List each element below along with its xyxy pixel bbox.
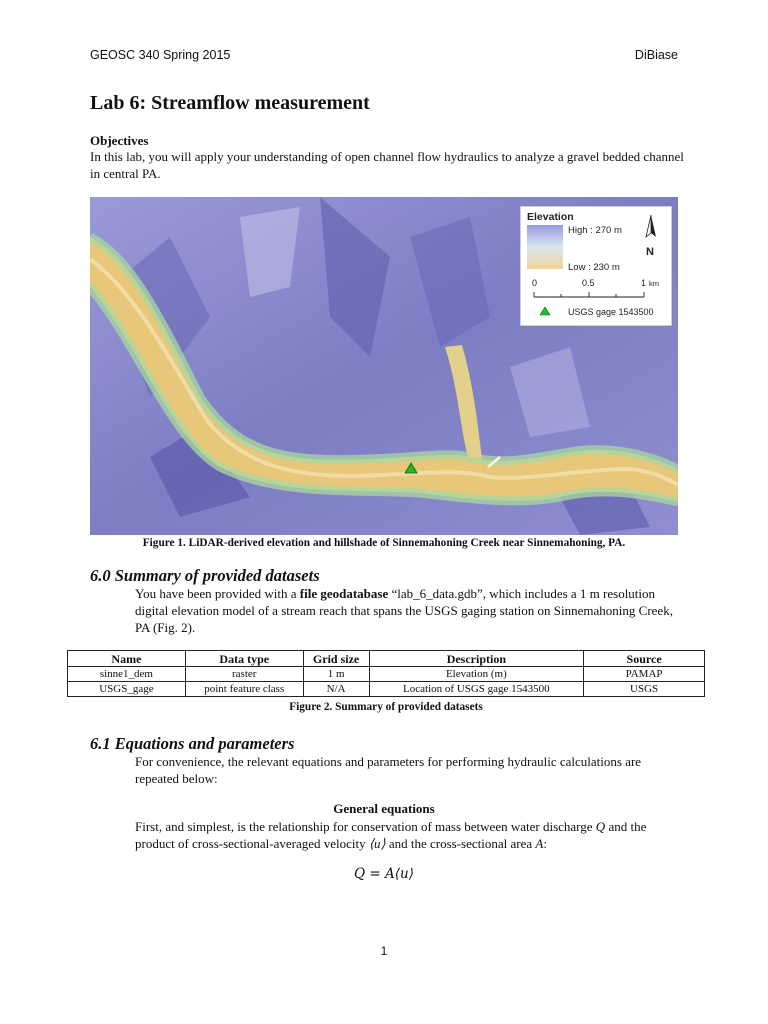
text-part: You have been provided with a xyxy=(135,586,300,601)
col-header: Description xyxy=(369,651,584,667)
table-cell: sinne1_dem xyxy=(68,667,186,682)
equation-text: Q = A⟨u⟩ xyxy=(354,866,414,882)
page-title: Lab 6: Streamflow measurement xyxy=(90,92,370,114)
col-header: Data type xyxy=(185,651,303,667)
table-header-row xyxy=(68,651,705,667)
section-60-text xyxy=(135,585,680,636)
table-cell: Location of USGS gage 1543500 xyxy=(369,682,584,697)
legend-low: Low : 230 m xyxy=(568,262,620,273)
datasets-table xyxy=(67,650,705,697)
legend-high: High : 270 m xyxy=(568,225,622,236)
general-equations-text xyxy=(135,818,680,852)
table-row xyxy=(68,667,705,682)
page-number: 1 xyxy=(380,944,388,958)
objectives-heading: Objectives xyxy=(90,133,149,148)
text-part: “lab_6_data.gdb”, which includes a 1 m resolution digital elevation model of a stream reach that spans the USGS gaging station on Sinnemahoning Creek, PA (Fig. 2). xyxy=(135,586,673,635)
north-label: N xyxy=(646,246,654,258)
scale-mid: 0.5 xyxy=(582,278,595,288)
text-part: and the cross-sectional area xyxy=(385,836,536,851)
section-60-heading: 6.0 Summary of provided datasets xyxy=(90,566,320,585)
table-cell: Elevation (m) xyxy=(369,667,584,682)
section-61-text: For convenience, the relevant equations and parameters for performing hydraulic calculations are repeated below: xyxy=(135,754,642,786)
text-part: and the product of cross-sectional-averaged velocity xyxy=(135,819,647,851)
col-header: Source xyxy=(584,651,705,667)
text-part: First, and simplest, is the relationship for conservation of mass between water discharge xyxy=(135,819,596,834)
elevation-ramp xyxy=(527,225,563,269)
table-cell: USGS xyxy=(584,682,705,697)
symbol-a: A xyxy=(535,836,544,851)
col-header: Grid size xyxy=(303,651,369,667)
header-author: DiBiase xyxy=(634,48,678,62)
objectives-text: In this lab, you will apply your understanding of open channel flow hydraulics to analyze a gravel bedded channel in central PA. xyxy=(90,149,684,181)
text-part: : xyxy=(543,836,547,851)
header-course: GEOSC 340 Spring 2015 xyxy=(90,48,231,62)
symbol-q: Q xyxy=(595,819,606,834)
figure1-caption: Figure 1. LiDAR-derived elevation and hillshade of Sinnemahoning Creek near Sinnemahoning, PA. xyxy=(142,537,626,549)
map-legend xyxy=(520,206,672,326)
legend-title: Elevation xyxy=(527,211,574,223)
elevation-map xyxy=(90,197,678,535)
table-cell: N/A xyxy=(303,682,369,697)
legend-gage-label: USGS gage 1543500 xyxy=(568,307,654,317)
figure2-caption: Figure 2. Summary of provided datasets xyxy=(289,701,483,713)
scale-unit: km xyxy=(649,279,659,288)
table-cell: PAMAP xyxy=(584,667,705,682)
table-cell: USGS_gage xyxy=(68,682,186,697)
col-header: Name xyxy=(68,651,186,667)
table-cell: 1 m xyxy=(303,667,369,682)
table-cell: point feature class xyxy=(185,682,303,697)
general-equations-heading: General equations xyxy=(333,801,435,816)
symbol-u: ⟨u⟩ xyxy=(368,836,386,851)
table-row xyxy=(68,682,705,697)
mass-conservation-equation xyxy=(90,866,678,882)
scale-end: 1 xyxy=(641,278,647,288)
section-61-heading: 6.1 Equations and parameters xyxy=(90,734,295,753)
table-cell: raster xyxy=(185,667,303,682)
text-bold: file geodatabase xyxy=(299,586,389,601)
scale-0: 0 xyxy=(532,278,538,288)
